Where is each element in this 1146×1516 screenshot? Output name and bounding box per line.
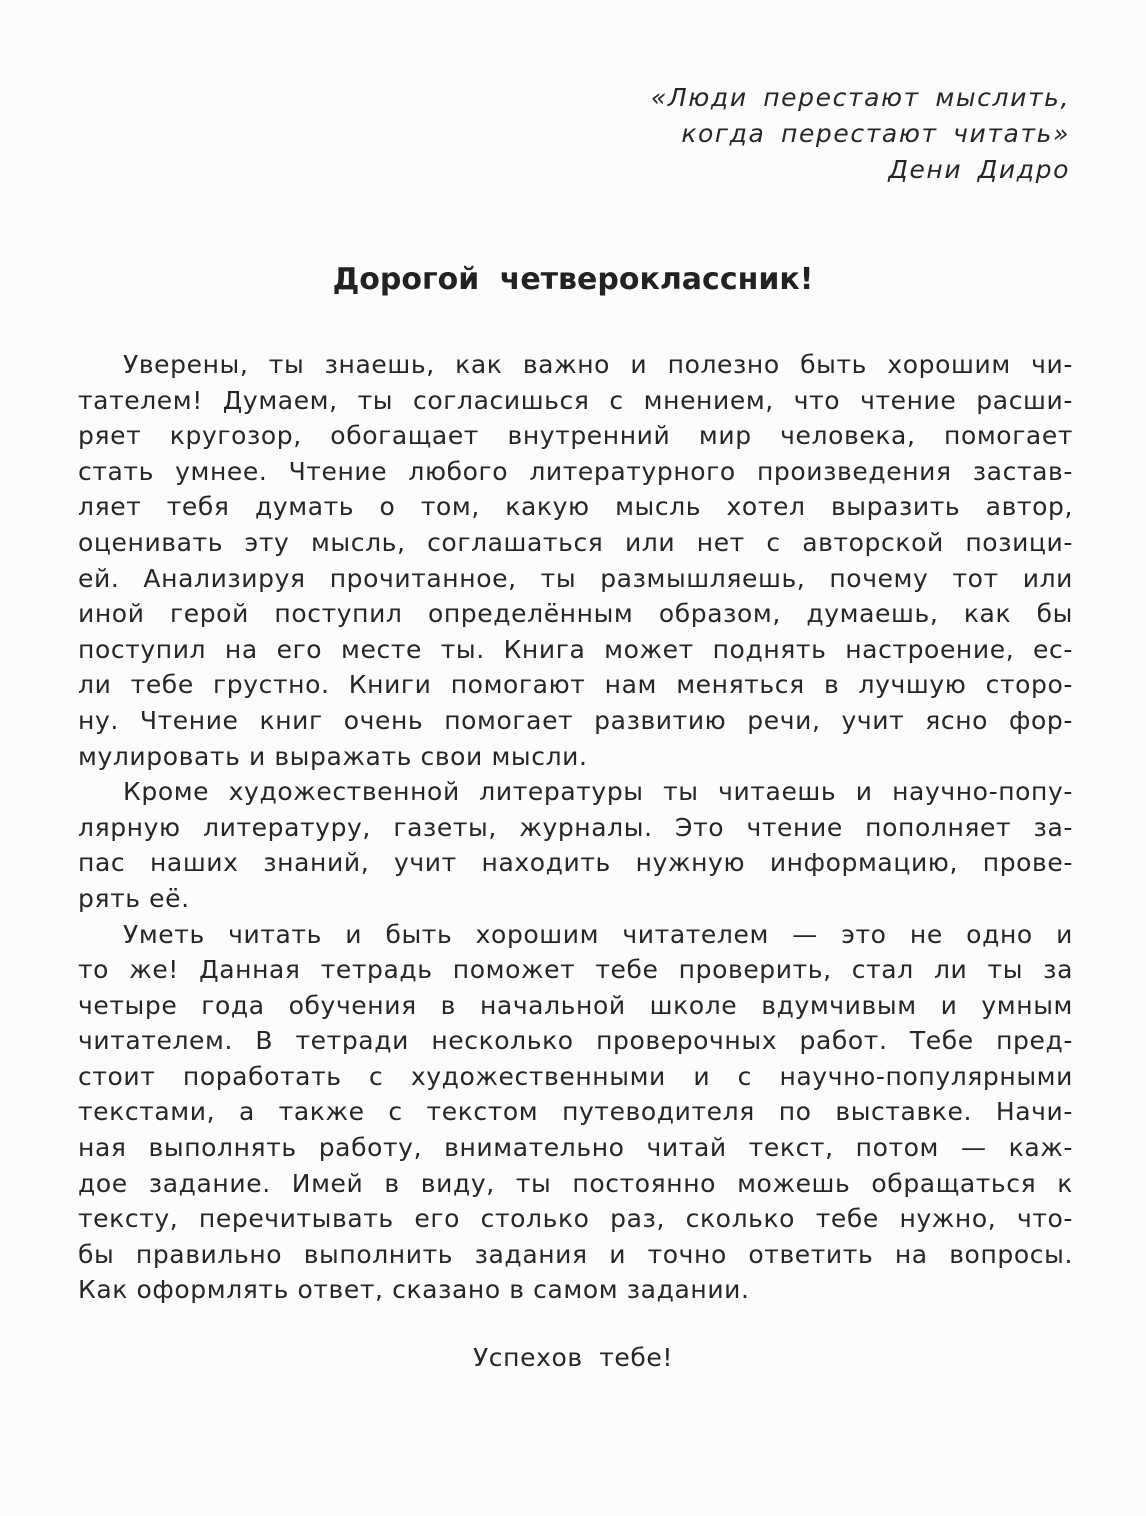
text-line: поступил на его месте ты. Книга может поднять настроение, ес-: [78, 634, 1073, 664]
epigraph-author: Дени Дидро: [888, 155, 1070, 184]
text-line: бы правильно выполнить задания и точно ответить на вопросы.: [78, 1239, 1073, 1269]
text-line: Как оформлять ответ, сказано в самом задании.: [78, 1275, 750, 1305]
text-line: ну. Чтение книг очень помогает развитию речи, учит ясно фор-: [78, 705, 1073, 735]
text-line: пас наших знаний, учит находить нужную информацию, прове-: [78, 848, 1073, 878]
text-line: ляет тебя думать о том, какую мысль хотел выразить автор,: [78, 492, 1073, 522]
paragraph-2: [78, 774, 1073, 916]
body-text: [78, 347, 1073, 1308]
text-line: ряет кругозор, обогащает внутренний мир человека, помогает: [78, 421, 1073, 451]
text-line: мулировать и выражать свои мысли.: [78, 741, 588, 771]
text-line: четыре года обучения в начальной школе вдумчивым и умным: [78, 990, 1073, 1020]
text-line: стоит поработать с художественными и с научно-популярными: [78, 1061, 1073, 1091]
text-line: Кроме художественной литературы ты читаешь и научно-попу-: [123, 777, 1073, 807]
text-line: тателем! Думаем, ты согласишься с мнением, что чтение расши-: [78, 385, 1073, 415]
text-line: тексту, перечитывать его столько раз, сколько тебе нужно, что-: [78, 1204, 1073, 1234]
text-line: то же! Данная тетрадь поможет тебе проверить, стал ли ты за: [78, 955, 1073, 985]
text-line: Уверены, ты знаешь, как важно и полезно быть хорошим чи-: [123, 350, 1073, 379]
epigraph-line: «Люди перестают мыслить,: [650, 83, 1070, 112]
text-line: ная выполнять работу, внимательно читай текст, потом — каж-: [78, 1133, 1073, 1163]
epigraph: [570, 80, 1070, 188]
paragraph-3: [78, 917, 1073, 1309]
text-line: оценивать эту мысль, соглашаться или нет с авторской позици-: [78, 527, 1073, 557]
text-line: лярную литературу, газеты, журналы. Это чтение пополняет за-: [78, 812, 1073, 842]
paragraph-1: [78, 347, 1073, 774]
text-line: ей. Анализируя прочитанное, ты размышляешь, почему тот или: [78, 563, 1073, 593]
epigraph-line: когда перестают читать»: [681, 119, 1070, 148]
page-title: Дорогой четвероклассник!: [332, 262, 814, 297]
text-line: Уметь читать и быть хорошим читателем — это не одно и: [123, 919, 1073, 949]
closing-line: Успехов тебе!: [472, 1343, 674, 1372]
text-line: ли тебе грустно. Книги помогают нам меняться в лучшую сторо-: [78, 670, 1073, 700]
text-line: читателем. В тетради несколько проверочных работ. Тебе пред-: [78, 1026, 1073, 1056]
text-line: стать умнее. Чтение любого литературного произведения застав-: [78, 456, 1073, 486]
text-line: дое задание. Имей в виду, ты постоянно можешь обращаться к: [78, 1168, 1073, 1198]
text-line: иной герой поступил определённым образом, думаешь, как бы: [78, 599, 1073, 629]
text-line: рять её.: [78, 883, 190, 913]
text-line: текстами, а также с текстом путеводителя по выставке. Начи-: [78, 1097, 1073, 1127]
